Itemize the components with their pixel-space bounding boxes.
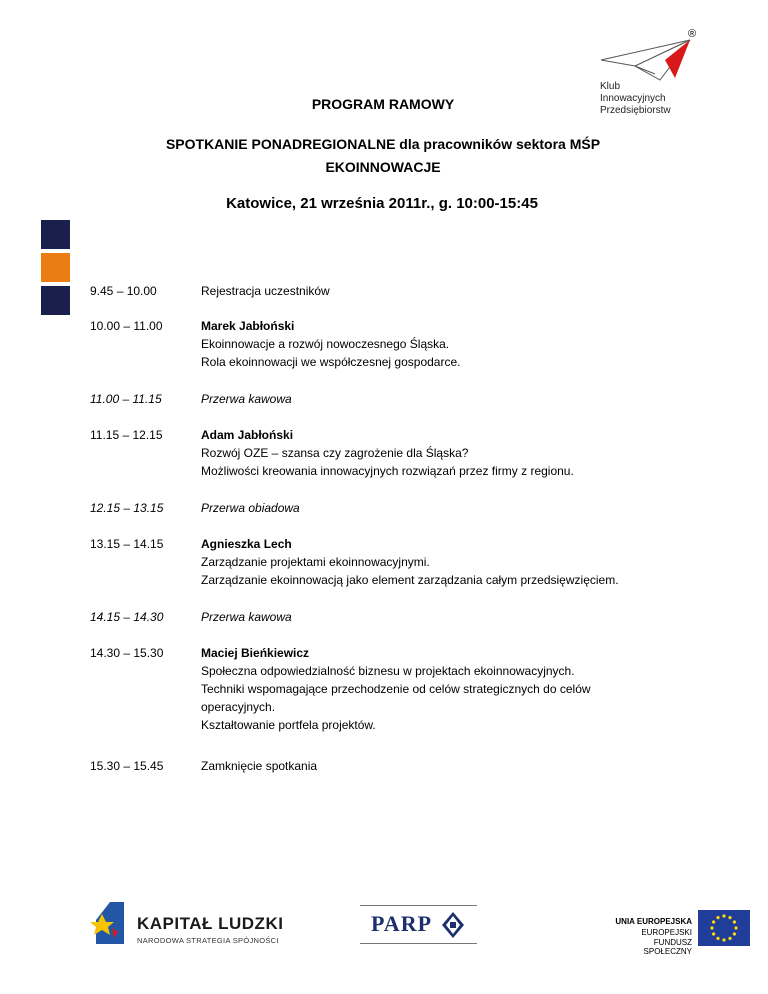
decor-square-navy [41,220,70,249]
kapital-ludzki-title: KAPITAŁ LUDZKI [137,914,284,933]
eu-label-line2: EUROPEJSKI [641,928,692,937]
schedule-line: operacyjnych. [201,700,276,714]
schedule-line: Zarządzanie projektami ekoinnowacyjnymi. [201,555,430,569]
meeting-title: SPOTKANIE PONADREGIONALNE dla pracowników sektora MŚP [165,136,601,152]
schedule-time: 11.15 – 12.15 [90,428,163,442]
schedule-time: 13.15 – 14.15 [90,537,164,551]
registered-mark: ® [688,28,697,40]
decor-square-navy [41,286,70,315]
schedule-line: Techniki wspomagające przechodzenie od celów strategicznych do celów [201,682,591,696]
schedule-line: Zamknięcie spotkania [201,759,318,773]
schedule-line: Rozwój OZE – szansa czy zagrożenie dla Śląska? [201,446,469,460]
schedule-time: 10.00 – 11.00 [90,319,163,333]
speaker-name: Adam Jabłoński [201,428,294,442]
schedule-time: 14.30 – 15.30 [90,646,164,660]
speaker-name: Marek Jabłoński [201,319,295,333]
kapital-ludzki-logo-icon [88,898,132,948]
schedule-line: Rejestracja uczestników [201,284,330,298]
schedule-line: Przerwa kawowa [201,610,292,624]
decor-square-orange [41,253,70,282]
club-logo-line: Innowacyjnych [600,93,666,104]
place-date: Katowice, 21 września 2011r., g. 10:00-15:45 [226,195,538,212]
kapital-ludzki-subtitle: NARODOWA STRATEGIA SPÓJNOŚCI [137,936,279,945]
parp-divider-top [360,905,477,906]
club-logo-line: Klub [600,81,621,92]
schedule-line: Możliwości kreowania innowacyjnych rozwiązań przez firmy z regionu. [201,464,574,478]
parp-logo-text: PARP [371,911,433,936]
parp-emblem-icon [440,910,466,940]
schedule-line: Ekoinnowacje a rozwój nowoczesnego Śląska. [201,337,450,351]
schedule-line: Zarządzanie ekoinnowacją jako element zarządzania całym przedsięwzięciem. [201,573,619,587]
eu-label-line1: UNIA EUROPEJSKA [615,917,692,926]
schedule-line: Przerwa kawowa [201,392,292,406]
topic-title: EKOINNOWACJE [325,159,441,175]
eu-flag-icon [698,910,750,946]
schedule-time: 14.15 – 14.30 [90,610,164,624]
schedule-time: 9.45 – 10.00 [90,284,157,298]
schedule-time: 15.30 – 15.45 [90,759,164,773]
schedule-time: 12.15 – 13.15 [90,501,164,515]
schedule-time: 11.00 – 11.15 [90,392,162,406]
schedule-line: Kształtowanie portfela projektów. [201,718,376,732]
club-logo-line: Przedsiębiorstw [600,105,671,116]
speaker-name: Maciej Bieńkiewicz [201,646,310,660]
eu-label-line3: FUNDUSZ SPOŁECZNY [643,938,692,956]
speaker-name: Agnieszka Lech [201,537,292,551]
parp-divider-bottom [360,943,477,944]
schedule-line: Rola ekoinnowacji we współczesnej gospodarce. [201,355,461,369]
schedule-line: Społeczna odpowiedzialność biznesu w projektach ekoinnowacyjnych. [201,664,575,678]
program-title: PROGRAM RAMOWY [311,96,455,112]
schedule-line: Przerwa obiadowa [201,501,300,515]
